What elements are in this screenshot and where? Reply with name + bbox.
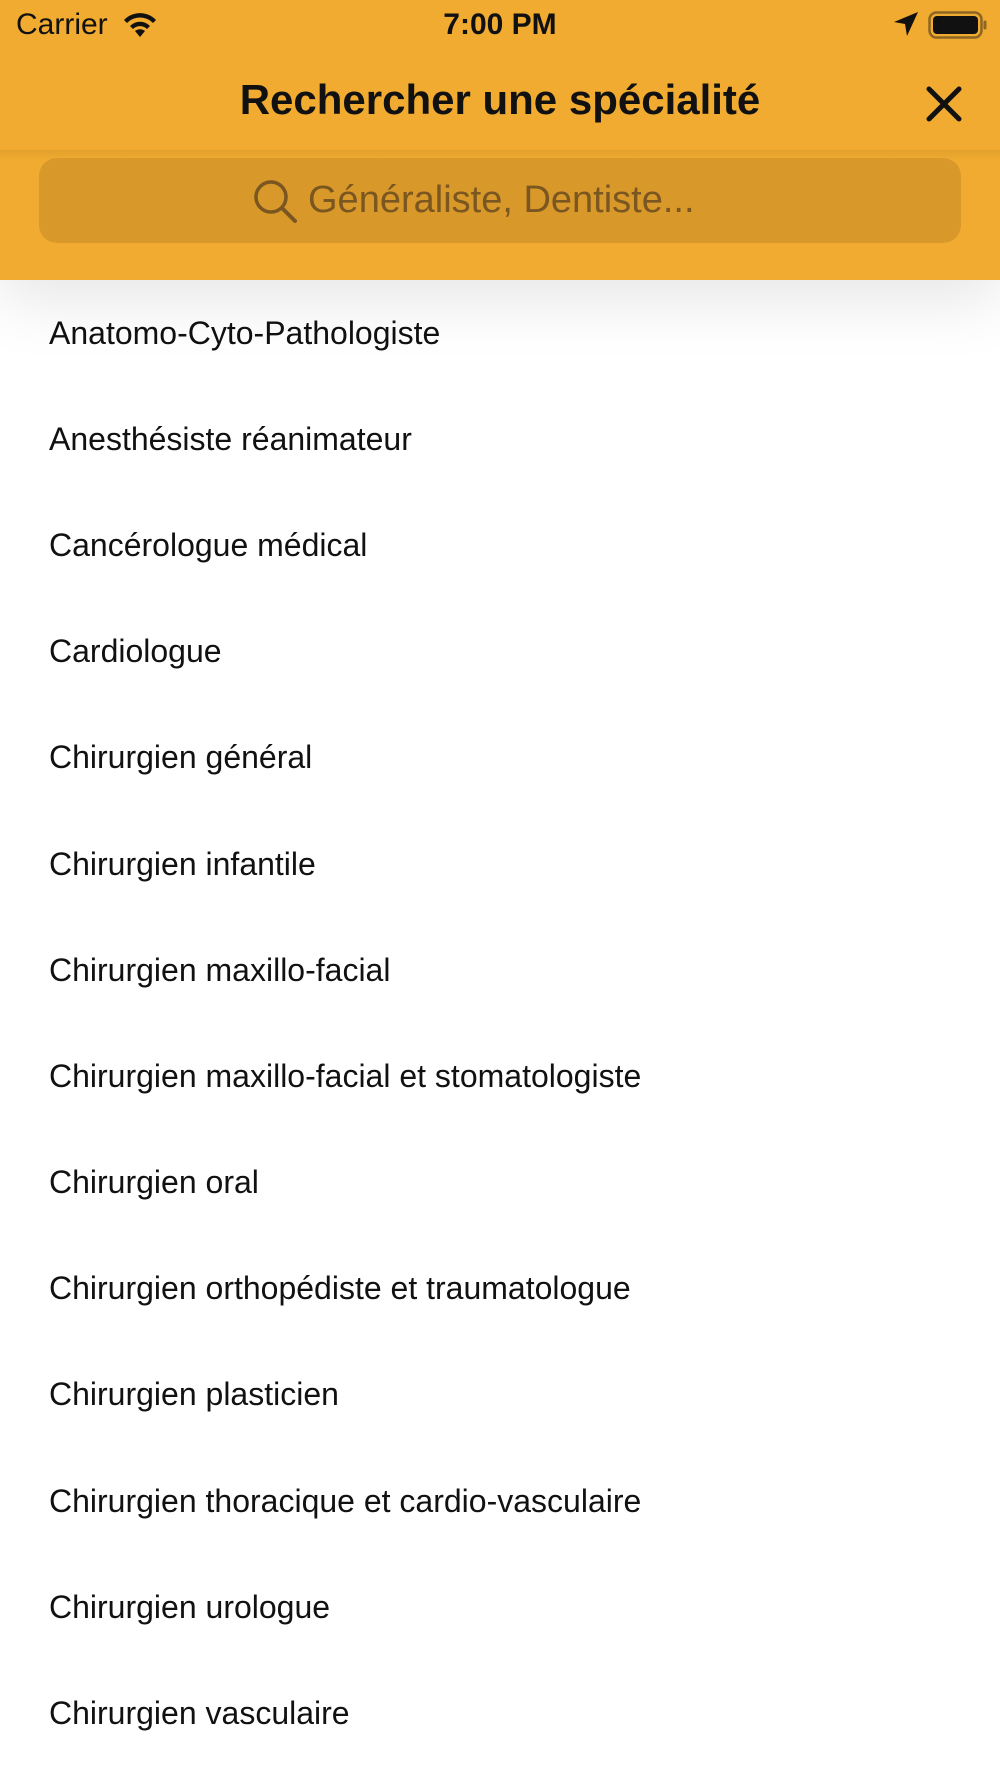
list-item[interactable]	[0, 1023, 1000, 1129]
title-bar	[0, 60, 1000, 150]
list-item[interactable]	[0, 386, 1000, 492]
header	[0, 0, 1000, 280]
list-item[interactable]	[0, 599, 1000, 705]
status-bar	[0, 0, 1000, 50]
list-item[interactable]	[0, 1660, 1000, 1766]
list-item-label: Chirurgien orthopédiste et traumatologue	[49, 1270, 631, 1307]
list-item-label: Anesthésiste réanimateur	[49, 420, 412, 457]
list-item[interactable]	[0, 917, 1000, 1023]
list-item-label: Anatomo-Cyto-Pathologiste	[49, 314, 441, 351]
search-field[interactable]	[39, 158, 961, 243]
page-title: Rechercher une spécialité	[239, 76, 761, 123]
close-icon	[925, 85, 963, 123]
list-item-label: Chirurgien maxillo-facial et stomatologiste	[49, 1057, 642, 1094]
list-item[interactable]	[0, 705, 1000, 811]
search-icon	[252, 178, 298, 224]
list-item-label: Chirurgien général	[49, 739, 313, 776]
list-item-label: Chirurgien urologue	[49, 1588, 331, 1625]
list-item-label: Cancérologue médical	[49, 526, 368, 563]
search-input[interactable]	[308, 179, 748, 222]
status-time: 7:00 PM	[443, 8, 557, 41]
list-item[interactable]	[0, 811, 1000, 917]
list-item[interactable]	[0, 280, 1000, 386]
list-item[interactable]	[0, 492, 1000, 598]
list-item-label: Chirurgien thoracique et cardio-vasculaire	[49, 1482, 642, 1519]
list-item[interactable]	[0, 1236, 1000, 1342]
list-item[interactable]	[0, 1448, 1000, 1554]
list-item[interactable]	[0, 1130, 1000, 1236]
location-arrow-icon	[892, 10, 920, 38]
list-item-label: Chirurgien plasticien	[49, 1376, 339, 1413]
list-item-label: Chirurgien infantile	[49, 845, 316, 882]
list-item[interactable]	[0, 1342, 1000, 1448]
battery-icon	[928, 10, 988, 40]
list-item[interactable]	[0, 1554, 1000, 1660]
close-button[interactable]	[918, 78, 970, 130]
list-item-label: Chirurgien vasculaire	[49, 1695, 350, 1732]
list-item-label: Cardiologue	[49, 633, 222, 670]
carrier-label: Carrier	[16, 8, 108, 41]
specialty-list	[0, 280, 1000, 1767]
list-item-label: Chirurgien maxillo-facial	[49, 951, 391, 988]
list-item-label: Chirurgien oral	[49, 1164, 259, 1201]
